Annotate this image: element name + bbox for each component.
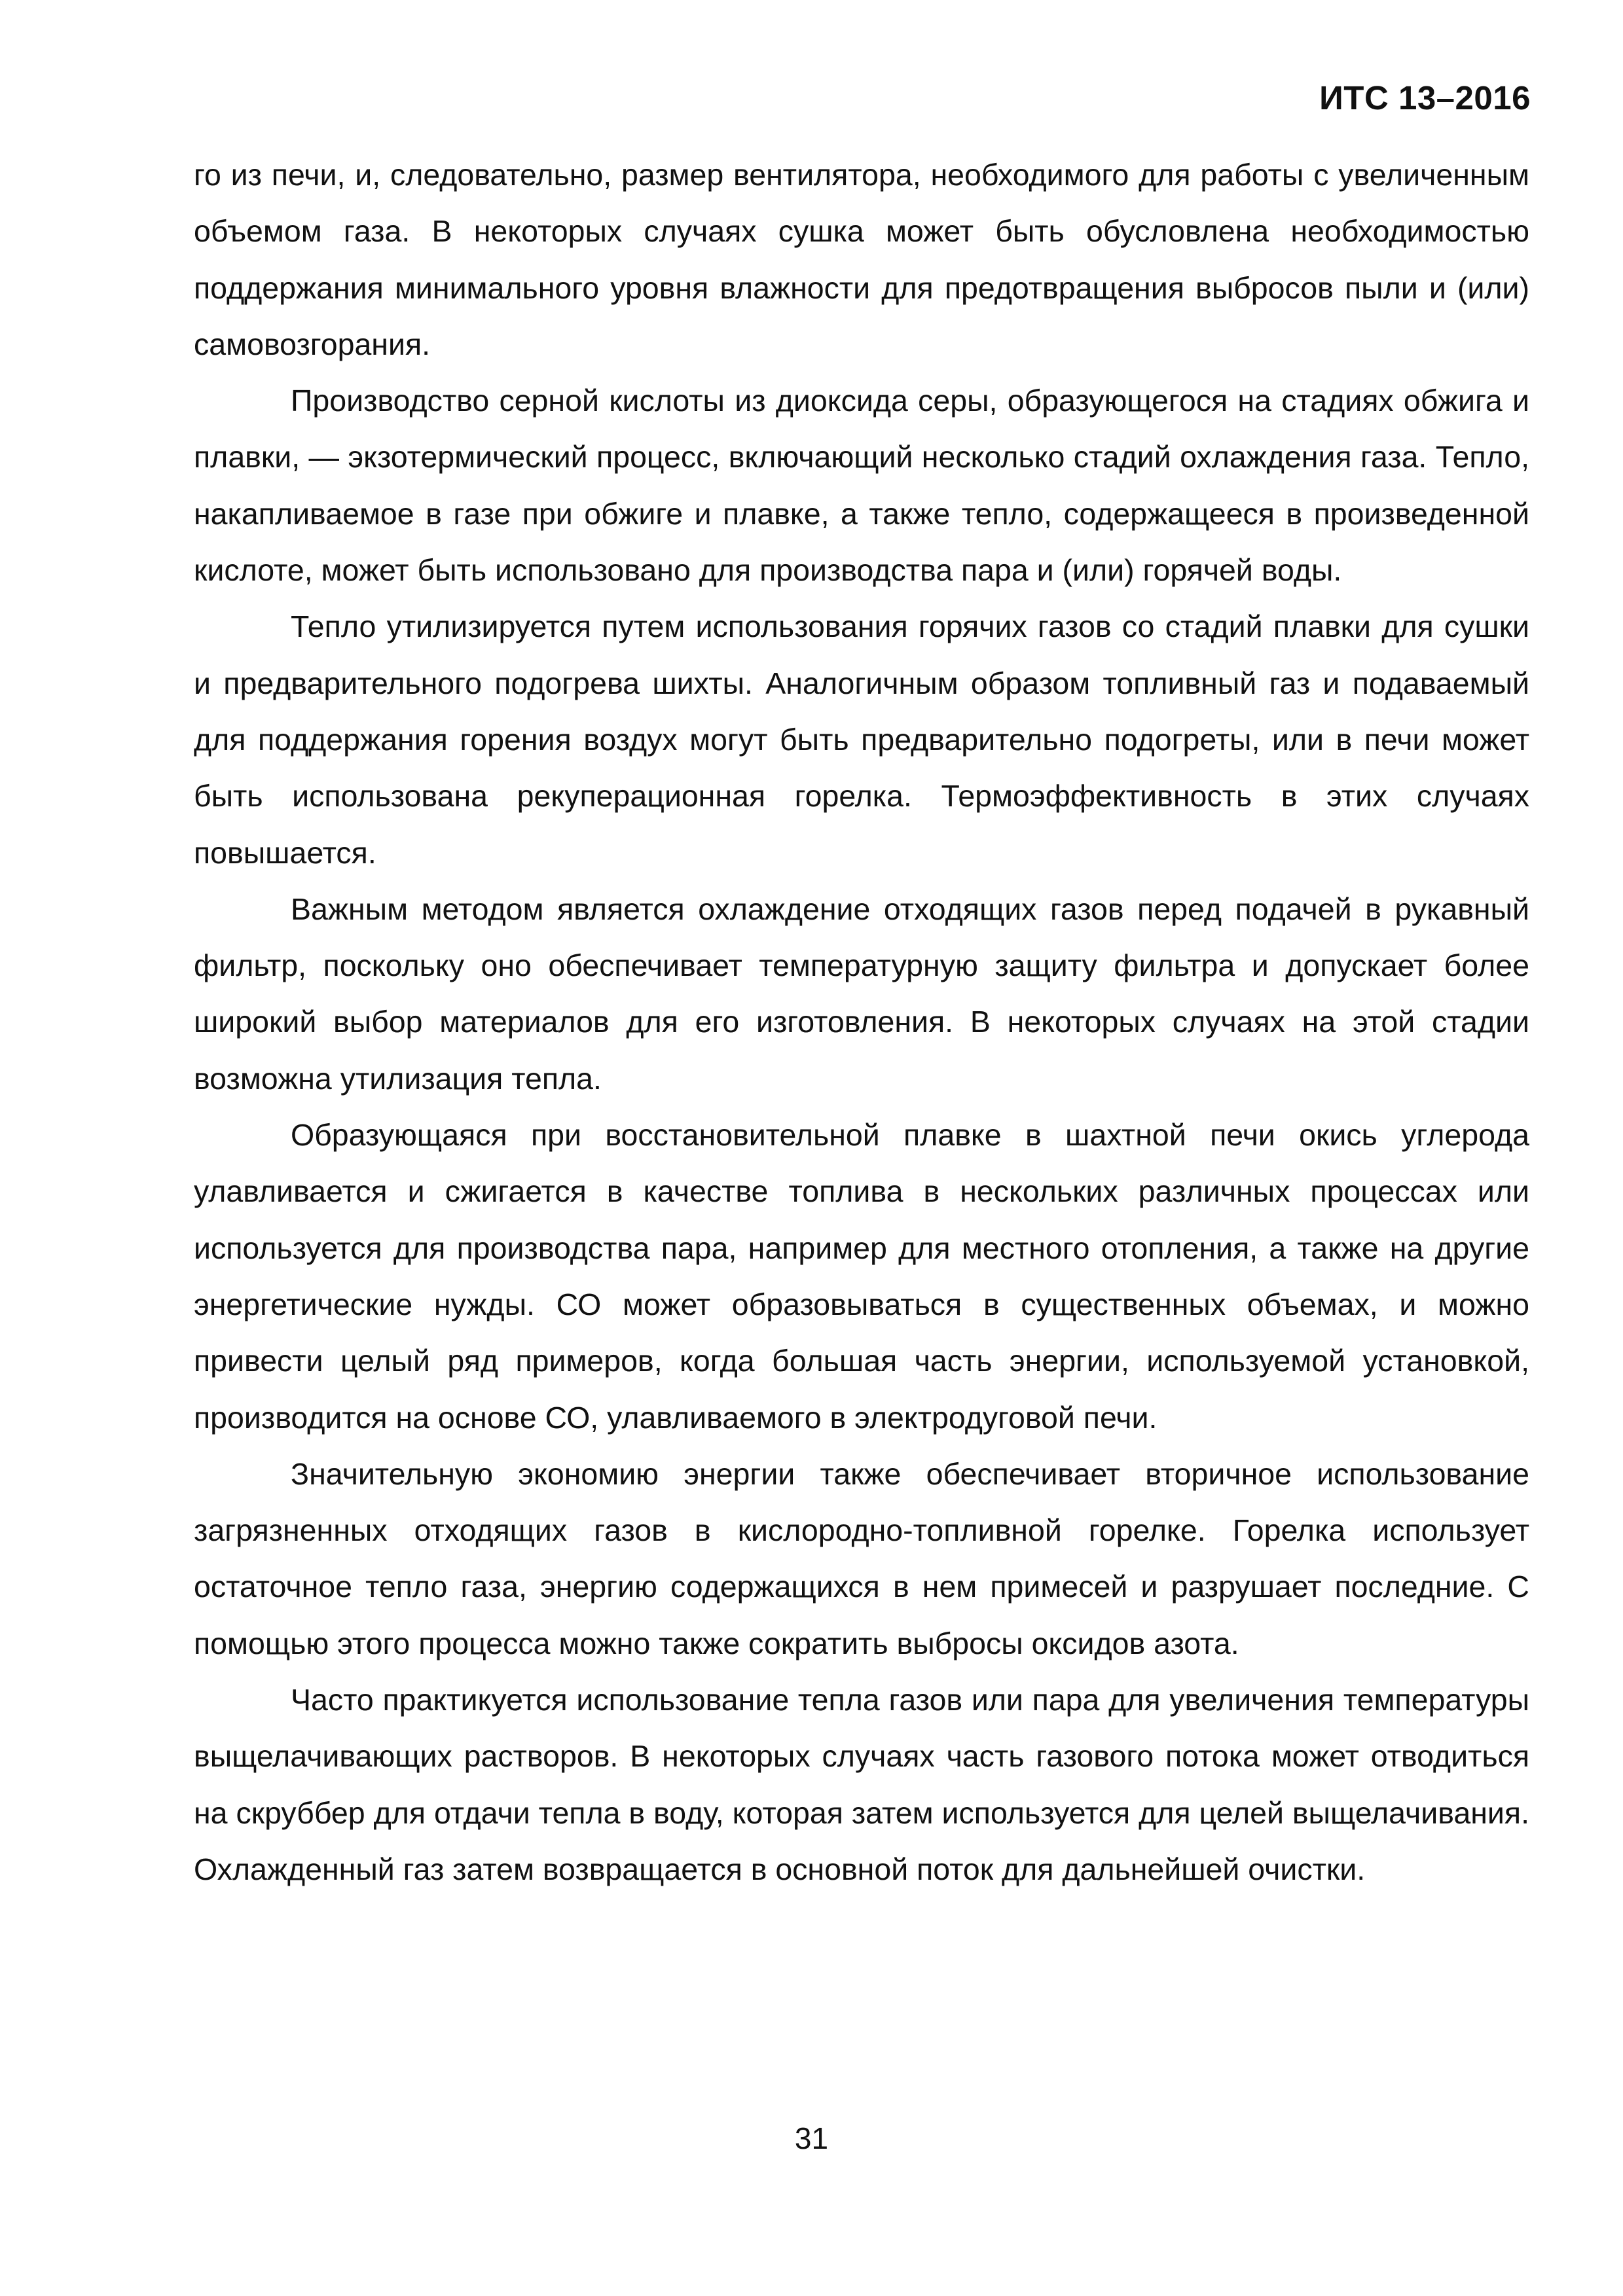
document-code-header: ИТС 13–2016 <box>1319 79 1531 117</box>
paragraph-carbon-monoxide: Образующаяся при восстановительной плавке в шахтной печи окись углерода улавливается и сжигается в качестве топлива в нескольких различных процессах или используется для производства пара, например для местного отопления, а также на другие энергетические нужды. СО может образовываться в существенных объемах, и можно привести целый ряд примеров, когда большая часть энергии, используемой установкой, производится на основе СО, улавливаемого в электродуговой печи. <box>194 1118 1529 1435</box>
paragraph-sulfuric-acid: Производство серной кислоты из диоксида серы, образующегося на стадиях обжига и плавки, — экзотермический процесс, включающий несколько стадий охлаждения газа. Тепло, накапливаемое в газе при обжиге и плавке, а также тепло, содержащееся в произведенной кислоте, может быть использовано для производства пара и (или) горячей воды. <box>194 384 1529 588</box>
paragraph-offgas-cooling: Важным методом является охлаждение отходящих газов перед подачей в рукавный фильтр, поскольку оно обеспечивает температурную защиту фильтра и допускает более широкий выбор материалов для его изготовления. В некоторых случаях на этой стадии возможна утилизация тепла. <box>194 891 1529 1096</box>
paragraph-heat-utilization: Тепло утилизируется путем использования горячих газов со стадий плавки для сушки и предварительного подогрева шихты. Аналогичным образом топливный газ и подаваемый для поддержания горения воздух могут быть предварительно подогреты, или в печи может быть использована рекуперационная горелка. Термоэффективность в этих случаях повышается. <box>194 609 1529 870</box>
paragraph-leaching-heat: Часто практикуется использование тепла газов или пара для увеличения температуры выщелачивающих растворов. В некоторых случаях часть газового потока может отводиться на скруббер для отдачи тепла в воду, которая затем используется для целей выщелачивания. Охлажденный газ затем возвращается в основной поток для дальнейшей очистки. <box>194 1683 1529 1886</box>
document-body <box>194 147 1529 1897</box>
paragraph-oxyfuel-burner: Значительную экономию энергии также обеспечивает вторичное использование загрязненных отходящих газов в кислородно-топливной горелке. Горелка использует остаточное тепло газа, энергию содержащихся в нем примесей и разрушает последние. С помощью этого процесса можно также сократить выбросы оксидов азота. <box>194 1456 1529 1660</box>
page-number: 31 <box>794 2121 829 2155</box>
paragraph-continuation: го из печи, и, следовательно, размер вентилятора, необходимого для работы с увеличенным объемом газа. В некоторых случаях сушка может быть обусловлена необходимостью поддержания минимального уровня влажности для предотвращения выбросов пыли и (или) самовозгорания. <box>194 158 1529 361</box>
